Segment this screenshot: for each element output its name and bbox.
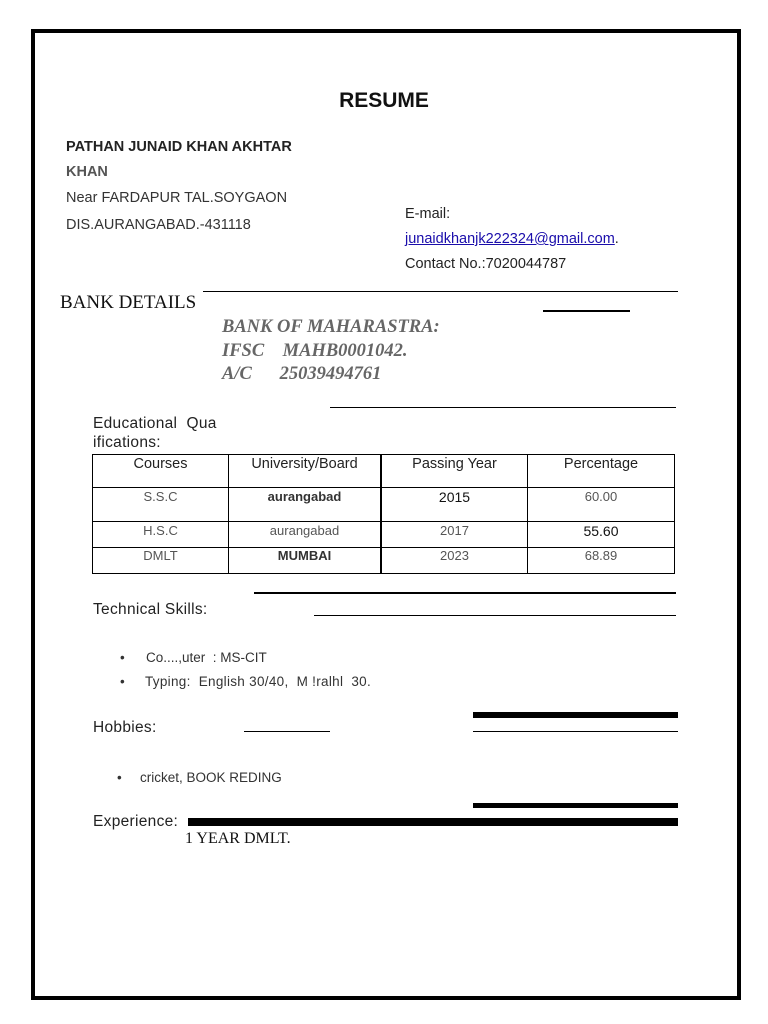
experience-heading: Experience: [93, 813, 179, 830]
hobby-item: cricket, BOOK REDING [140, 770, 282, 785]
list-item [120, 674, 371, 689]
bullet-icon: • [120, 674, 126, 689]
name-line-2: KHAN [66, 164, 108, 180]
cell-year: 2017 [381, 522, 528, 548]
page-title: RESUME [339, 89, 429, 112]
bank-rule [203, 291, 678, 292]
header-percentage: Percentage [528, 455, 675, 488]
table-row [93, 548, 675, 574]
header-passing-year: Passing Year [381, 455, 528, 488]
table-row [93, 522, 675, 548]
cell-percentage: 55.60 [528, 522, 675, 548]
name-line-1: PATHAN JUNAID KHAN AKHTAR [66, 139, 292, 155]
skills-heading: Technical Skills: [93, 601, 208, 618]
experience-rule-top [473, 803, 678, 808]
bank-ifsc: IFSC MAHB0001042. [222, 341, 408, 361]
skill-item: Typing: English 30/40, M !ralhl 30. [145, 674, 372, 689]
hobbies-thick-rule [473, 712, 678, 718]
bullet-icon: • [117, 770, 122, 785]
education-table [92, 454, 675, 574]
bullet-icon: • [120, 650, 125, 665]
contact-label: Contact No.: [405, 256, 486, 272]
cell-course: DMLT [93, 548, 229, 574]
bank-name: BANK OF MAHARASTRA: [222, 317, 440, 337]
cell-course: H.S.C [93, 522, 229, 548]
address-line-1: Near FARDAPUR TAL.SOYGAON [66, 190, 288, 206]
cell-course: S.S.C [93, 488, 229, 522]
hobbies-short-rule [244, 731, 330, 732]
email-label: E-mail: [405, 206, 451, 222]
cell-board: aurangabad [229, 522, 382, 548]
education-heading-1: Educational Qua [93, 415, 217, 432]
email-suffix: . [614, 231, 619, 247]
address-line-2: DIS.AURANGABAD.-431118 [66, 217, 251, 233]
hobbies-heading: Hobbies: [93, 719, 157, 736]
bank-short-rule [543, 310, 630, 312]
skill-item: Co....,uter : MS-CIT [146, 650, 267, 665]
cell-board: MUMBAI [229, 548, 382, 574]
cell-percentage: 60.00 [528, 488, 675, 522]
experience-value: 1 YEAR DMLT. [185, 830, 291, 847]
list-item [117, 770, 282, 785]
experience-thick-rule [188, 818, 678, 826]
cell-percentage: 68.89 [528, 548, 675, 574]
hobbies-rule [473, 731, 678, 732]
education-rule [330, 407, 676, 408]
contact-row [405, 256, 566, 272]
contact-number: 7020044787 [485, 256, 567, 272]
list-item [120, 650, 267, 665]
cell-year: 2015 [381, 488, 528, 522]
bank-heading: BANK DETAILS [60, 292, 197, 313]
header-courses: Courses [93, 455, 229, 488]
header-university: University/Board [229, 455, 382, 488]
skills-rule-top [254, 592, 676, 594]
education-heading-2: ifications: [93, 434, 161, 451]
table-row [93, 488, 675, 522]
table-header-row [93, 455, 675, 488]
skills-rule [314, 615, 676, 616]
cell-board: aurangabad [229, 488, 382, 522]
cell-year: 2023 [381, 548, 528, 574]
email-row [405, 231, 619, 247]
email-link[interactable]: junaidkhanjk222324@gmail.com [405, 231, 615, 247]
bank-account: A/C 25039494761 [222, 364, 382, 384]
